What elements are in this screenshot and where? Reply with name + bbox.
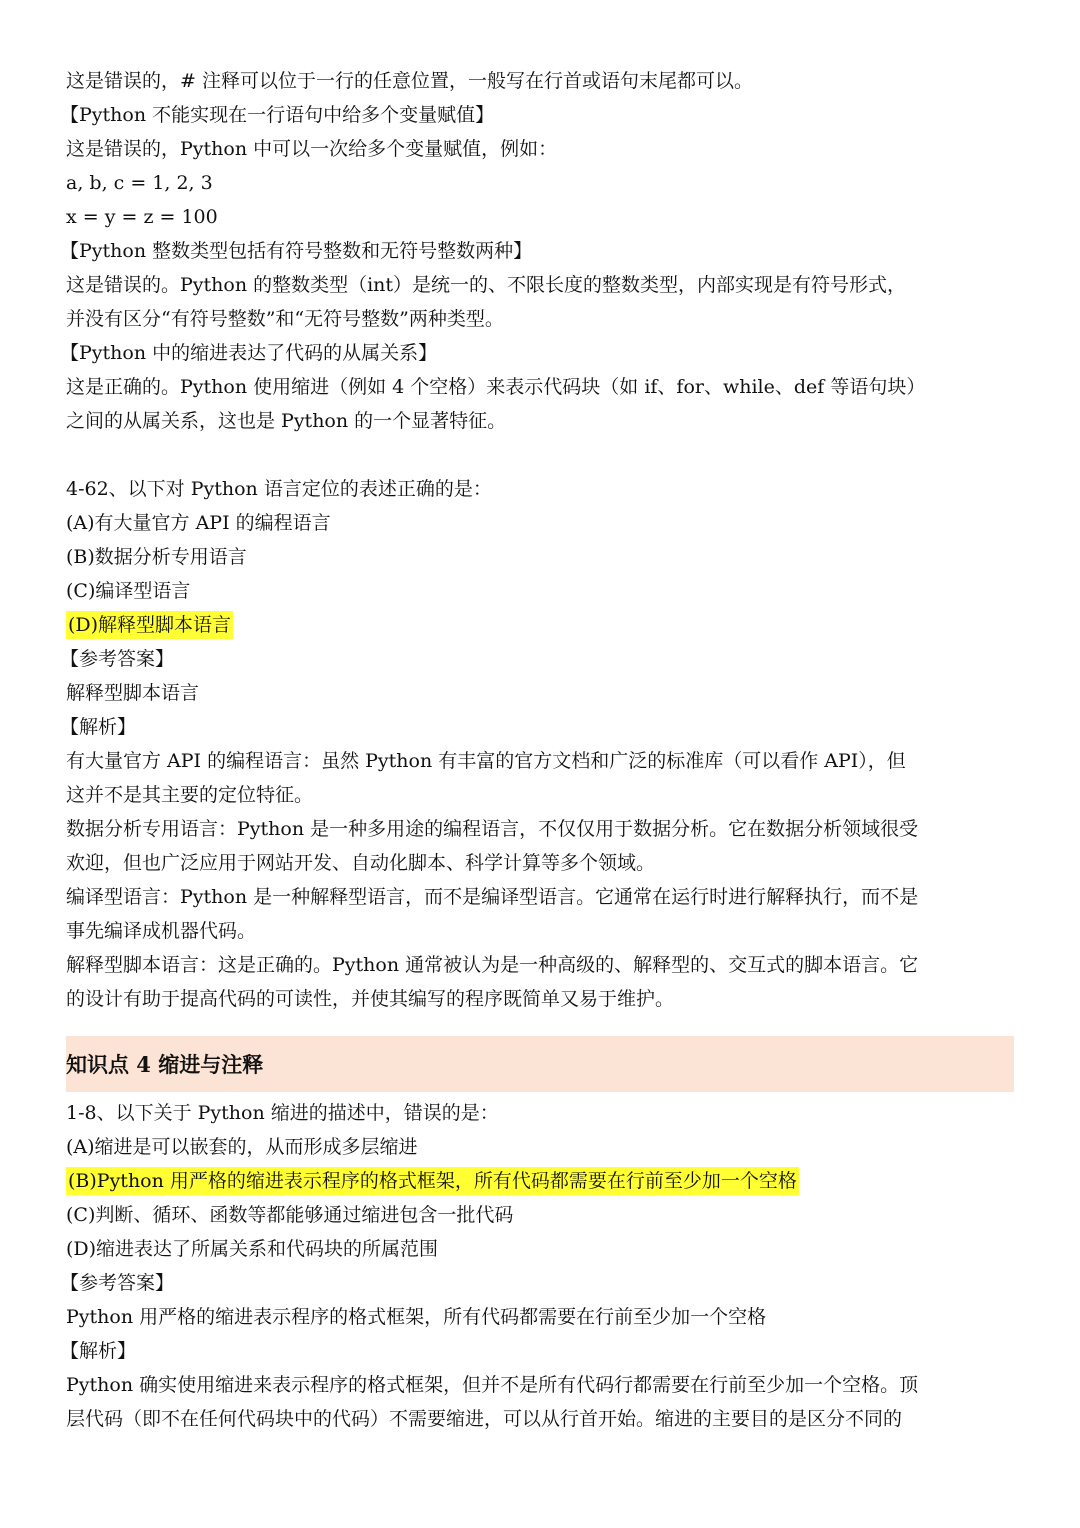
- option-a: (A)有大量官方 API 的编程语言: [66, 512, 331, 534]
- section-title: 知识点 4 缩进与注释: [66, 1052, 264, 1077]
- analysis-line: 解释型脚本语言：这是正确的。Python 通常被认为是一种高级的、解释型的、交互式的脚本语言。它: [66, 954, 919, 976]
- analysis-line: 层代码（即不在任何代码块中的代码）不需要缩进，可以从行首开始。缩进的主要目的是区分不同的: [66, 1408, 903, 1430]
- answer-text: 解释型脚本语言: [66, 682, 200, 704]
- text-line: 之间的从属关系，这也是 Python 的一个显著特征。: [66, 410, 507, 432]
- option-c: (C)编译型语言: [66, 580, 191, 602]
- text-line: 这是错误的，Python 中可以一次给多个变量赋值，例如：: [66, 138, 558, 160]
- option-d-correct: [66, 608, 1014, 642]
- answer-text: Python 用严格的缩进表示程序的格式框架，所有代码都需要在行前至少加一个空格: [66, 1306, 767, 1328]
- answer-label: 【参考答案】: [60, 648, 175, 670]
- code-line: a, b, c = 1, 2, 3: [66, 172, 213, 194]
- answer-label: 【参考答案】: [60, 1272, 175, 1294]
- spacer: [66, 1016, 1014, 1030]
- option-b-correct: [66, 1164, 1014, 1198]
- highlighted-option: (B)Python 用严格的缩进表示程序的格式框架，所有代码都需要在行前至少加一个空格: [66, 1167, 799, 1195]
- text-line: 这是正确的。Python 使用缩进（例如 4 个空格）来表示代码块（如 if、for、while、def 等语句块）: [66, 376, 926, 398]
- section-heading-band: [66, 1036, 1014, 1092]
- analysis-label: 【解析】: [60, 1340, 137, 1362]
- option-b: (B)数据分析专用语言: [66, 546, 247, 568]
- text-line: 这是错误的。Python 的整数类型（int）是统一的、不限长度的整数类型，内部实现是有符号形式，: [66, 274, 907, 296]
- highlighted-option: (D)解释型脚本语言: [66, 611, 233, 639]
- analysis-label: 【解析】: [60, 716, 137, 738]
- analysis-line: 欢迎，但也广泛应用于网站开发、自动化脚本、科学计算等多个领域。: [66, 852, 656, 874]
- spacer: [66, 438, 1014, 472]
- analysis-line: 有大量官方 API 的编程语言：虽然 Python 有丰富的官方文档和广泛的标准库（可以看作 API），但: [66, 750, 906, 772]
- analysis-line: 的设计有助于提高代码的可读性，并使其编写的程序既简单又易于维护。: [66, 988, 675, 1010]
- option-a: (A)缩进是可以嵌套的，从而形成多层缩进: [66, 1136, 418, 1158]
- statement-heading: 【Python 中的缩进表达了代码的从属关系】: [60, 342, 438, 364]
- text-line: 并没有区分“有符号整数”和“无符号整数”两种类型。: [66, 308, 504, 330]
- analysis-line: 编译型语言：Python 是一种解释型语言，而不是编译型语言。它通常在运行时进行解释执行，而不是: [66, 886, 919, 908]
- analysis-line: 数据分析专用语言：Python 是一种多用途的编程语言，不仅仅用于数据分析。它在数据分析领域很受: [66, 818, 919, 840]
- statement-heading: 【Python 整数类型包括有符号整数和无符号整数两种】: [60, 240, 533, 262]
- question-1-8: 1-8、以下关于 Python 缩进的描述中，错误的是：: [66, 1102, 499, 1124]
- analysis-line: 这并不是其主要的定位特征。: [66, 784, 314, 806]
- analysis-line: Python 确实使用缩进来表示程序的格式框架，但并不是所有代码行都需要在行前至少加一个空格。顶: [66, 1374, 919, 1396]
- statement-heading: 【Python 不能实现在一行语句中给多个变量赋值】: [60, 104, 495, 126]
- code-line: x = y = z = 100: [66, 206, 218, 228]
- option-c: (C)判断、循环、函数等都能够通过缩进包含一批代码: [66, 1204, 514, 1226]
- question-4-62: 4-62、以下对 Python 语言定位的表述正确的是：: [66, 478, 492, 500]
- text-line: 这是错误的，# 注释可以位于一行的任意位置，一般写在行首或语句末尾都可以。: [66, 70, 753, 92]
- option-d: (D)缩进表达了所属关系和代码块的所属范围: [66, 1238, 439, 1260]
- analysis-line: 事先编译成机器代码。: [66, 920, 257, 942]
